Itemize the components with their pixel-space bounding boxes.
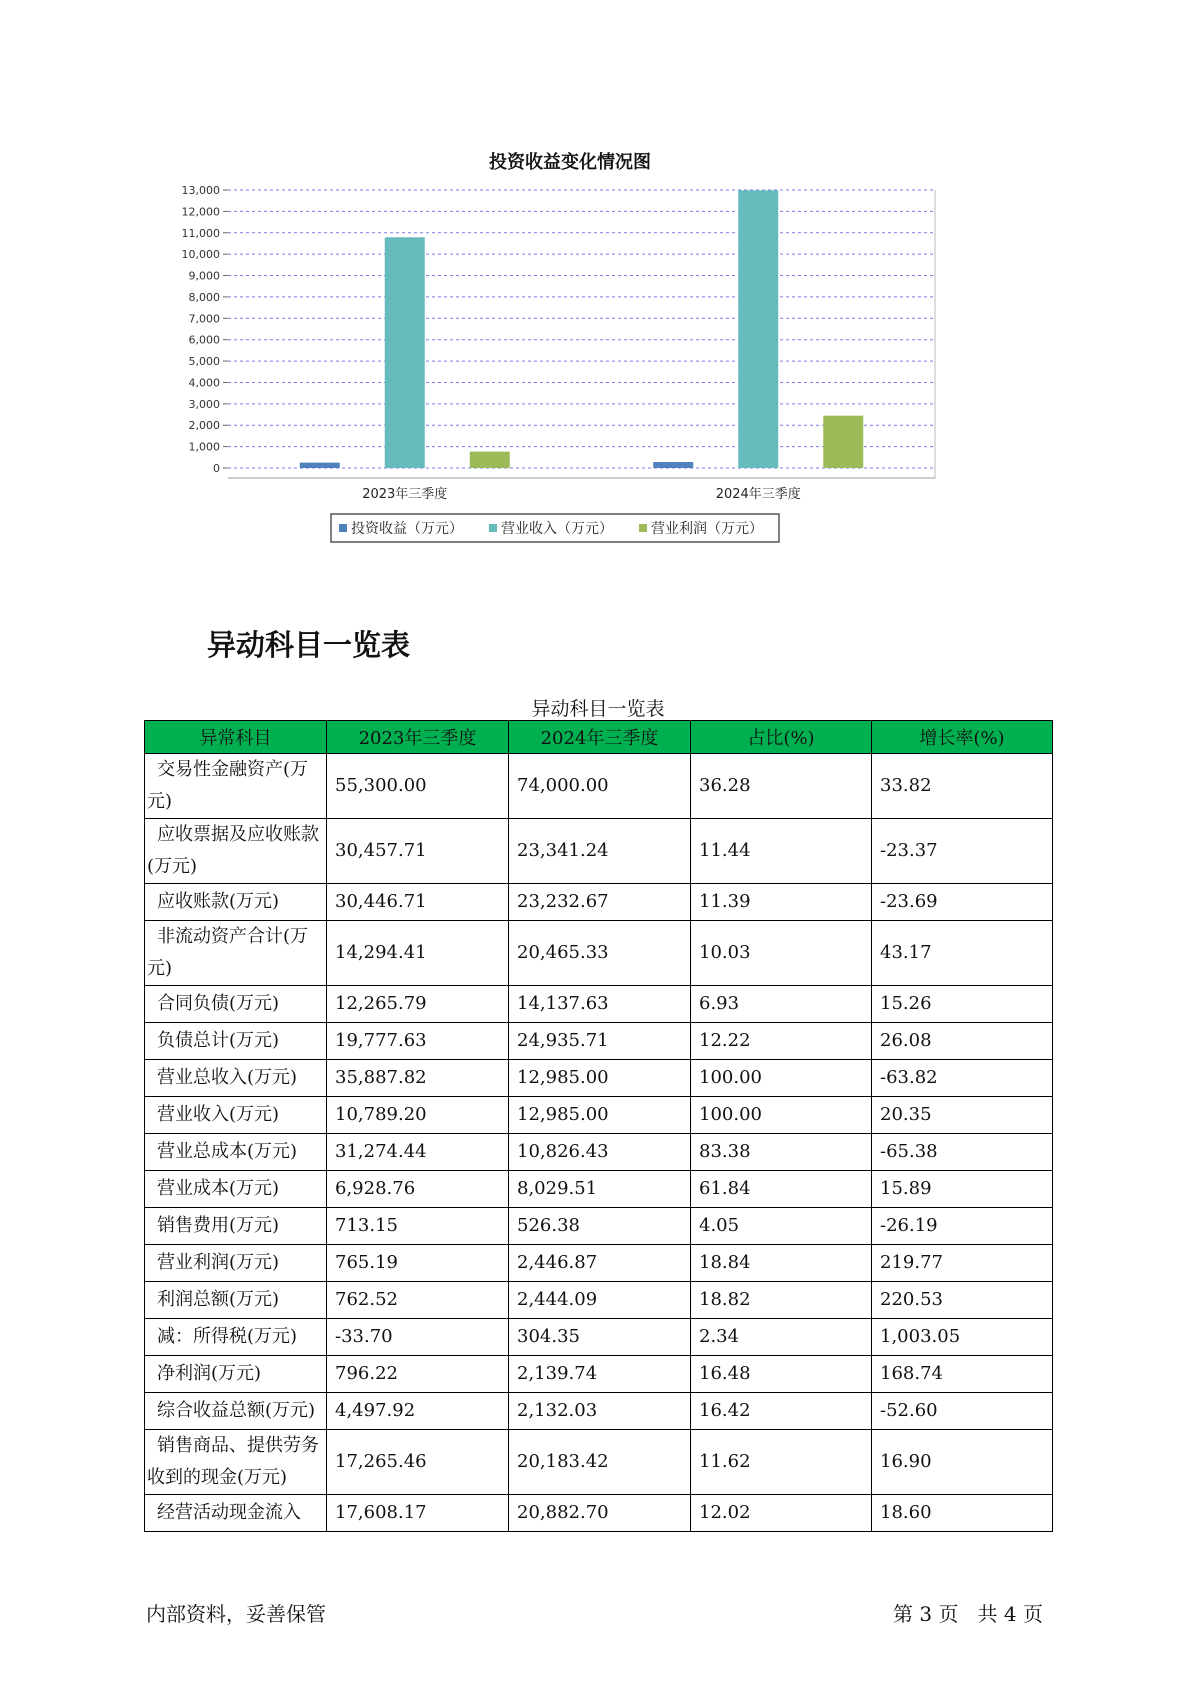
value-cell: 12,985.00	[509, 1060, 691, 1097]
table-row	[145, 1208, 1053, 1245]
item-name-cell: 减：所得税(万元)	[145, 1319, 327, 1356]
table-row	[145, 921, 1053, 986]
bar	[300, 463, 340, 468]
value-cell: -52.60	[872, 1393, 1053, 1430]
table-row	[145, 1134, 1053, 1171]
value-cell: 765.19	[327, 1245, 509, 1282]
value-cell: -23.37	[872, 819, 1053, 884]
table-caption: 异动科目一览表	[531, 698, 665, 720]
value-cell: 26.08	[872, 1023, 1053, 1060]
value-cell: -65.38	[872, 1134, 1053, 1171]
y-tick-label: 0	[213, 462, 220, 475]
section-title: 异动科目一览表	[207, 628, 411, 662]
item-name-cell: 销售费用(万元)	[145, 1208, 327, 1245]
legend-swatch	[639, 524, 647, 532]
value-cell: 10.03	[691, 921, 872, 986]
header-cell: 2024年三季度	[509, 721, 691, 754]
anomaly-table	[144, 720, 1053, 1532]
value-cell: 6,928.76	[327, 1171, 509, 1208]
header-cell: 异常科目	[145, 721, 327, 754]
value-cell: 11.44	[691, 819, 872, 884]
value-cell: 16.48	[691, 1356, 872, 1393]
value-cell: 14,294.41	[327, 921, 509, 986]
header-cell: 占比(%)	[691, 721, 872, 754]
bar-chart	[140, 140, 1060, 600]
value-cell: 16.90	[872, 1430, 1053, 1495]
value-cell: 713.15	[327, 1208, 509, 1245]
bar	[653, 462, 693, 468]
item-name-cell: 销售商品、提供劳务收到的现金(万元)	[145, 1430, 327, 1495]
value-cell: 43.17	[872, 921, 1053, 986]
value-cell: 15.89	[872, 1171, 1053, 1208]
value-cell: 23,341.24	[509, 819, 691, 884]
value-cell: -33.70	[327, 1319, 509, 1356]
value-cell: 10,826.43	[509, 1134, 691, 1171]
y-tick-label: 11,000	[181, 226, 220, 240]
value-cell: 2,444.09	[509, 1282, 691, 1319]
value-cell: 17,265.46	[327, 1430, 509, 1495]
value-cell: 18.82	[691, 1282, 872, 1319]
value-cell: 2,446.87	[509, 1245, 691, 1282]
y-tick-label: 13,000	[181, 184, 220, 197]
value-cell: 36.28	[691, 754, 872, 819]
legend-label: 营业利润（万元）	[651, 521, 763, 537]
value-cell: 762.52	[327, 1282, 509, 1319]
x-tick-label: 2023年三季度	[362, 487, 448, 502]
value-cell: 83.38	[691, 1134, 872, 1171]
value-cell: 100.00	[691, 1097, 872, 1134]
value-cell: 10,789.20	[327, 1097, 509, 1134]
y-tick-label: 6,000	[188, 333, 220, 347]
table-row	[145, 754, 1053, 819]
item-name-cell: 营业总成本(万元)	[145, 1134, 327, 1171]
value-cell: 12.22	[691, 1023, 872, 1060]
item-name-cell: 合同负债(万元)	[145, 986, 327, 1023]
table-row	[145, 1393, 1053, 1430]
value-cell: 18.84	[691, 1245, 872, 1282]
header-cell: 2023年三季度	[327, 721, 509, 754]
item-name-cell: 交易性金融资产(万元)	[145, 754, 327, 819]
item-name-cell: 经营活动现金流入	[145, 1495, 327, 1532]
table-row	[145, 1060, 1053, 1097]
table-row	[145, 819, 1053, 884]
table-row	[145, 1023, 1053, 1060]
value-cell: 304.35	[509, 1319, 691, 1356]
item-name-cell: 综合收益总额(万元)	[145, 1393, 327, 1430]
value-cell: 12,985.00	[509, 1097, 691, 1134]
value-cell: 4.05	[691, 1208, 872, 1245]
value-cell: 6.93	[691, 986, 872, 1023]
value-cell: -23.69	[872, 884, 1053, 921]
value-cell: 19,777.63	[327, 1023, 509, 1060]
table-row	[145, 884, 1053, 921]
bar	[385, 237, 425, 468]
table-row	[145, 1356, 1053, 1393]
value-cell: 35,887.82	[327, 1060, 509, 1097]
table-row	[145, 1495, 1053, 1532]
value-cell: 23,232.67	[509, 884, 691, 921]
value-cell: 16.42	[691, 1393, 872, 1430]
y-tick-label: 2,000	[188, 419, 220, 433]
item-name-cell: 营业利润(万元)	[145, 1245, 327, 1282]
table-row	[145, 1282, 1053, 1319]
item-name-cell: 净利润(万元)	[145, 1356, 327, 1393]
value-cell: 526.38	[509, 1208, 691, 1245]
y-tick-label: 10,000	[181, 248, 220, 262]
x-tick-label: 2024年三季度	[715, 487, 801, 502]
y-tick-label: 1,000	[188, 440, 220, 454]
value-cell: 24,935.71	[509, 1023, 691, 1060]
y-tick-label: 4,000	[188, 376, 220, 390]
item-name-cell: 非流动资产合计(万元)	[145, 921, 327, 986]
value-cell: 2,139.74	[509, 1356, 691, 1393]
legend-swatch	[339, 524, 347, 532]
table-row	[145, 1430, 1053, 1495]
value-cell: 219.77	[872, 1245, 1053, 1282]
value-cell: 12,265.79	[327, 986, 509, 1023]
value-cell: 796.22	[327, 1356, 509, 1393]
table-row	[145, 1097, 1053, 1134]
value-cell: 33.82	[872, 754, 1053, 819]
value-cell: 30,446.71	[327, 884, 509, 921]
legend-label: 投资收益（万元）	[351, 521, 463, 537]
bar	[823, 416, 863, 468]
value-cell: 168.74	[872, 1356, 1053, 1393]
value-cell: 14,137.63	[509, 986, 691, 1023]
value-cell: 55,300.00	[327, 754, 509, 819]
legend-swatch	[489, 524, 497, 532]
value-cell: 11.39	[691, 884, 872, 921]
value-cell: 15.26	[872, 986, 1053, 1023]
value-cell: 2.34	[691, 1319, 872, 1356]
legend-label: 营业收入（万元）	[501, 521, 613, 537]
item-name-cell: 利润总额(万元)	[145, 1282, 327, 1319]
value-cell: 20,882.70	[509, 1495, 691, 1532]
value-cell: 61.84	[691, 1171, 872, 1208]
y-tick-label: 3,000	[188, 397, 220, 411]
value-cell: 20.35	[872, 1097, 1053, 1134]
item-name-cell: 应收票据及应收账款(万元)	[145, 819, 327, 884]
chart-container	[140, 140, 1060, 600]
value-cell: 11.62	[691, 1430, 872, 1495]
value-cell: 74,000.00	[509, 754, 691, 819]
table-header-row	[145, 721, 1053, 754]
table-row	[145, 1245, 1053, 1282]
table-row	[145, 986, 1053, 1023]
y-tick-label: 5,000	[188, 355, 220, 369]
y-tick-label: 9,000	[188, 269, 220, 283]
value-cell: 17,608.17	[327, 1495, 509, 1532]
table-row	[145, 1319, 1053, 1356]
value-cell: 31,274.44	[327, 1134, 509, 1171]
value-cell: -26.19	[872, 1208, 1053, 1245]
bar	[738, 190, 778, 468]
y-tick-label: 12,000	[181, 205, 220, 219]
bar	[470, 452, 510, 468]
value-cell: 20,465.33	[509, 921, 691, 986]
value-cell: 12.02	[691, 1495, 872, 1532]
value-cell: 100.00	[691, 1060, 872, 1097]
item-name-cell: 负债总计(万元)	[145, 1023, 327, 1060]
value-cell: 8,029.51	[509, 1171, 691, 1208]
value-cell: 18.60	[872, 1495, 1053, 1532]
item-name-cell: 营业成本(万元)	[145, 1171, 327, 1208]
table-row	[145, 1171, 1053, 1208]
value-cell: 20,183.42	[509, 1430, 691, 1495]
y-tick-label: 8,000	[188, 290, 220, 304]
y-tick-label: 7,000	[188, 312, 220, 326]
header-cell: 增长率(%)	[872, 721, 1053, 754]
value-cell: 30,457.71	[327, 819, 509, 884]
footer-confidential: 内部资料，妥善保管	[146, 1602, 326, 1626]
value-cell: 4,497.92	[327, 1393, 509, 1430]
value-cell: 220.53	[872, 1282, 1053, 1319]
value-cell: 2,132.03	[509, 1393, 691, 1430]
value-cell: -63.82	[872, 1060, 1053, 1097]
value-cell: 1,003.05	[872, 1319, 1053, 1356]
item-name-cell: 营业总收入(万元)	[145, 1060, 327, 1097]
footer-page-number: 第 3 页 共 4 页	[893, 1602, 1043, 1626]
item-name-cell: 营业收入(万元)	[145, 1097, 327, 1134]
chart-title: 投资收益变化情况图	[489, 152, 651, 173]
item-name-cell: 应收账款(万元)	[145, 884, 327, 921]
